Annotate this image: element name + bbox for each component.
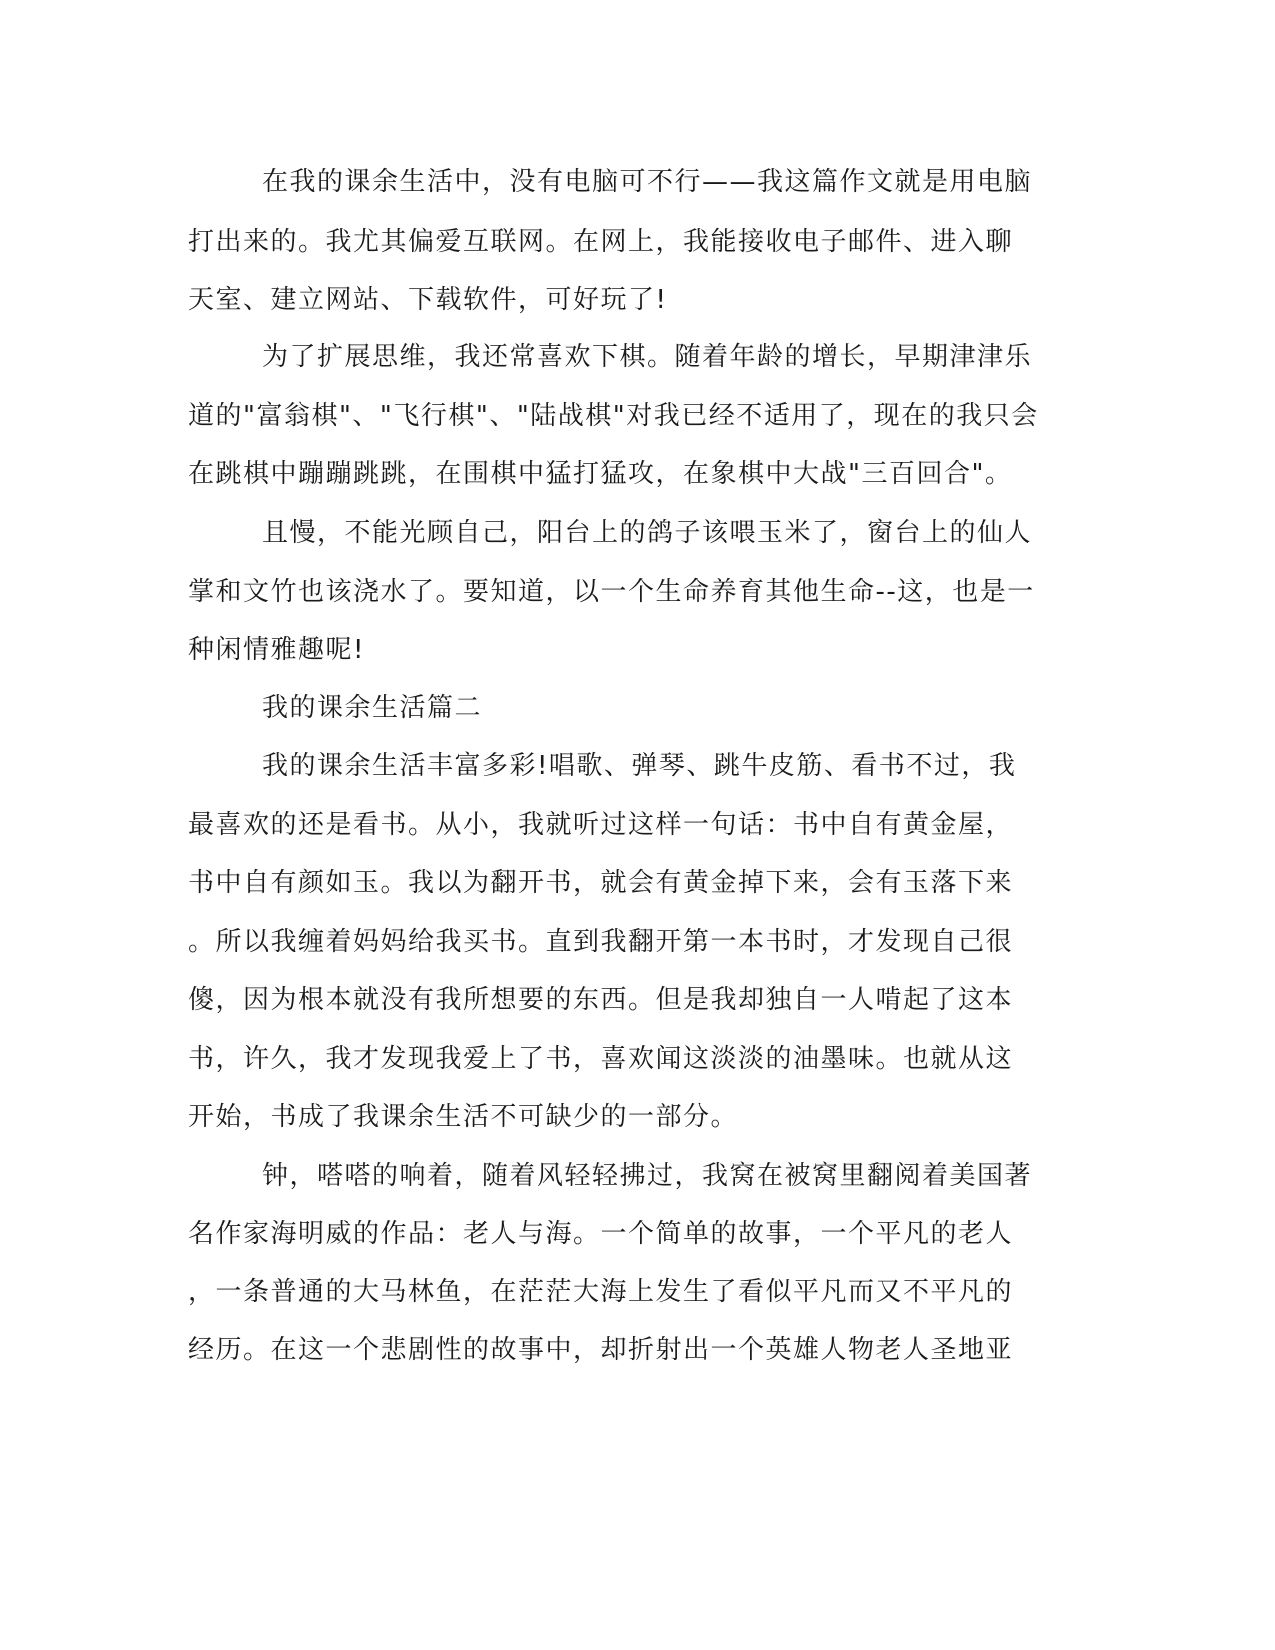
section-heading: 我的课余生活篇二: [262, 693, 483, 723]
paragraph-line: 名作家海明威的作品：老人与海。一个简单的故事，一个平凡的老人: [188, 1219, 1014, 1249]
paragraph-line: 为了扩展思维，我还常喜欢下棋。随着年龄的增长，早期津津乐: [262, 342, 1033, 372]
paragraph-line: 。所以我缠着妈妈给我买书。直到我翻开第一本书时，才发现自己很: [188, 927, 1014, 957]
paragraph-line: 经历。在这一个悲剧性的故事中，却折射出一个英雄人物老人圣地亚: [188, 1335, 1014, 1365]
paragraph-line: 种闲情雅趣呢!: [188, 635, 365, 665]
paragraph-line: 最喜欢的还是看书。从小，我就听过这样一句话：书中自有黄金屋，: [188, 810, 1014, 840]
paragraph-line: 在我的课余生活中，没有电脑可不行——我这篇作文就是用电脑: [262, 167, 1033, 197]
paragraph-line: ，一条普通的大马林鱼，在茫茫大海上发生了看似平凡而又不平凡的: [188, 1277, 1014, 1307]
paragraph-line: 打出来的。我尤其偏爱互联网。在网上，我能接收电子邮件、进入聊: [188, 227, 1014, 257]
paragraph-line: 书中自有颜如玉。我以为翻开书，就会有黄金掉下来，会有玉落下来: [188, 868, 1014, 898]
paragraph-line: 且慢，不能光顾自己，阳台上的鸽子该喂玉米了，窗台上的仙人: [262, 518, 1033, 548]
paragraph-line: 钟，嗒嗒的响着，随着风轻轻拂过，我窝在被窝里翻阅着美国著: [262, 1161, 1033, 1191]
paragraph-line: 书，许久，我才发现我爱上了书，喜欢闻这淡淡的油墨味。也就从这: [188, 1044, 1014, 1074]
paragraph-line: 道的"富翁棋"、"飞行棋"、"陆战棋"对我已经不适用了，现在的我只会: [188, 401, 1039, 431]
paragraph-line: 开始，书成了我课余生活不可缺少的一部分。: [188, 1102, 739, 1132]
paragraph-line: 傻，因为根本就没有我所想要的东西。但是我却独自一人啃起了这本: [188, 985, 1014, 1015]
paragraph-line: 在跳棋中蹦蹦跳跳，在围棋中猛打猛攻，在象棋中大战"三百回合"。: [188, 459, 1013, 489]
paragraph-line: 天室、建立网站、下载软件，可好玩了!: [188, 285, 668, 315]
paragraph-line: 我的课余生活丰富多彩!唱歌、弹琴、跳牛皮筋、看书不过，我: [262, 751, 1017, 781]
paragraph-line: 掌和文竹也该浇水了。要知道，以一个生命养育其他生命--这，也是一: [188, 577, 1035, 607]
